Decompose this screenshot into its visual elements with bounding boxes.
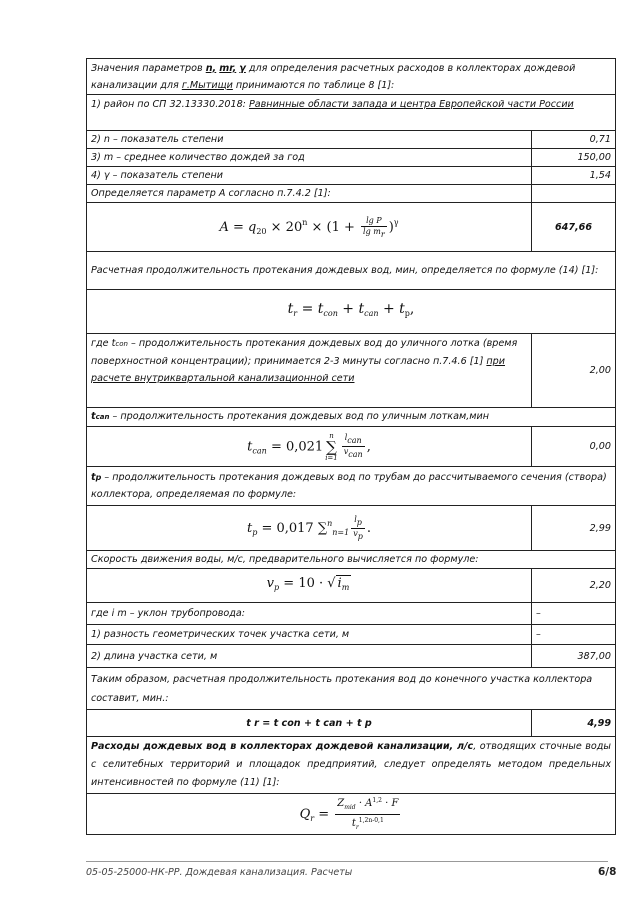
duration-row	[87, 252, 616, 290]
intro-row	[87, 59, 616, 95]
param-label: 2) n – показатель степени	[87, 131, 532, 149]
param-value: 0,71	[532, 131, 616, 149]
duration-text: Расчетная продолжительность протекания дождевых вод, мин, определяется по формуле (14) [1]:	[87, 252, 616, 290]
vp-formula: $v_p = 10$ · √ $i_m$	[87, 569, 532, 603]
slope-row	[87, 603, 616, 625]
total-formula: t r = t con + t can + t p	[87, 710, 532, 737]
flow-text-row	[87, 737, 616, 794]
a-value: 647,66	[532, 203, 616, 252]
tcan-value: 0,00	[532, 427, 616, 467]
tcan-formula-row	[87, 427, 616, 467]
tr-formula: $t_r = t_{con} + t_{can} + t_p$,	[87, 290, 616, 334]
param-row-m	[87, 149, 616, 167]
region-text: 1) район по СП 32.13330.2018: Равнинные области запада и центра Европейской части России	[87, 95, 616, 131]
length-row	[87, 645, 616, 668]
qr-formula: $Q_r$ = $\frac{Z_{mid} \cdot A^{1,2} \cdot F}{t_r^{1,2n-0,1}}$	[87, 794, 616, 835]
total-value: 4,99	[532, 710, 616, 737]
intro-text: Значения параметров n, mr, γ для определения расчетных расходов в коллекторах дождевой канализации для г.Мытищи принимаются по таблице 8 [1]:	[87, 59, 616, 95]
param-value: 1,54	[532, 167, 616, 185]
a-param-row	[87, 185, 616, 203]
total-text: Таким образом, расчетная продолжительность протекания вод до конечного участка коллектора составит, мин.:	[87, 668, 616, 710]
param-row-gamma	[87, 167, 616, 185]
tp-row	[87, 467, 616, 506]
param-value: 150,00	[532, 149, 616, 167]
tp-text: tp – продолжительность протекания дождевых вод по трубам до рассчитываемого сечения (створа) коллектора, определяемая по формуле:	[87, 467, 616, 506]
calculation-table	[86, 58, 616, 835]
tcan-text: tcan – продолжительность протекания дождевых вод по уличным лоткам,мин	[87, 408, 616, 427]
a-param-label: Определяется параметр A согласно п.7.4.2 [1]:	[87, 185, 532, 203]
a-formula-row	[87, 203, 616, 252]
param-label: 4) γ – показатель степени	[87, 167, 532, 185]
tcan-formula: $t_{can} = 0,021n$ ∑ i=1 $\frac{\text{lcan}}{\text{vcan}}$ ,	[87, 427, 532, 467]
page-number: 6/8	[598, 866, 617, 878]
velocity-row	[87, 551, 616, 569]
tp-value: 2,99	[532, 506, 616, 551]
tcon-row	[87, 334, 616, 408]
length-label: 2) длина участка сети, м	[87, 645, 532, 668]
tcon-value: 2,00	[532, 334, 616, 408]
geo-diff-row	[87, 625, 616, 645]
footer-divider	[86, 861, 608, 862]
length-value: 387,00	[532, 645, 616, 668]
a-formula: $A = q_{20} \times 20^n \times (1$ + $\frac{\text{lg P}}{\text{lg mr}}$ )$^\gamma$	[87, 203, 532, 252]
vp-value: 2,20	[532, 569, 616, 603]
velocity-text: Скорость движения воды, м/с, предварительного вычисляется по формуле:	[87, 551, 616, 569]
slope-label: где i m – уклон трубопровода:	[87, 603, 532, 625]
tp-formula-row	[87, 506, 616, 551]
total-text-row	[87, 668, 616, 710]
tcan-row	[87, 408, 616, 427]
tr-formula-row	[87, 290, 616, 334]
flow-text: Расходы дождевых вод в коллекторах дождевой канализации, л/с, отводящих сточные воды с селитебных территорий и площадок предприятий, следует определять методом предельных интенсивностей по формуле (11) [1]:	[87, 737, 616, 794]
param-label: 3) m – среднее количество дождей за год	[87, 149, 532, 167]
vp-formula-row	[87, 569, 616, 603]
region-row	[87, 95, 616, 131]
geo-diff-label: 1) разность геометрических точек участка сети, м	[87, 625, 532, 645]
param-row-n	[87, 131, 616, 149]
tp-formula: $t_p = 0,017$ ∑$^n_{n=1}$ $\frac{lp}{vp}$ .	[87, 506, 532, 551]
total-formula-row	[87, 710, 616, 737]
qr-formula-row	[87, 794, 616, 835]
footer-document-title: 05-05-25000-НК-РР. Дождевая канализация. Расчеты	[86, 867, 353, 878]
tcon-text: где tcon – продолжительность протекания дождевых вод до уличного лотка (время поверхностной концентрации); принимается 2-3 минуты согласно п.7.4.6 [1] при расчете внутриквартальной канализационной сети	[87, 334, 532, 408]
geo-diff-value: –	[532, 625, 616, 645]
slope-value: –	[532, 603, 616, 625]
